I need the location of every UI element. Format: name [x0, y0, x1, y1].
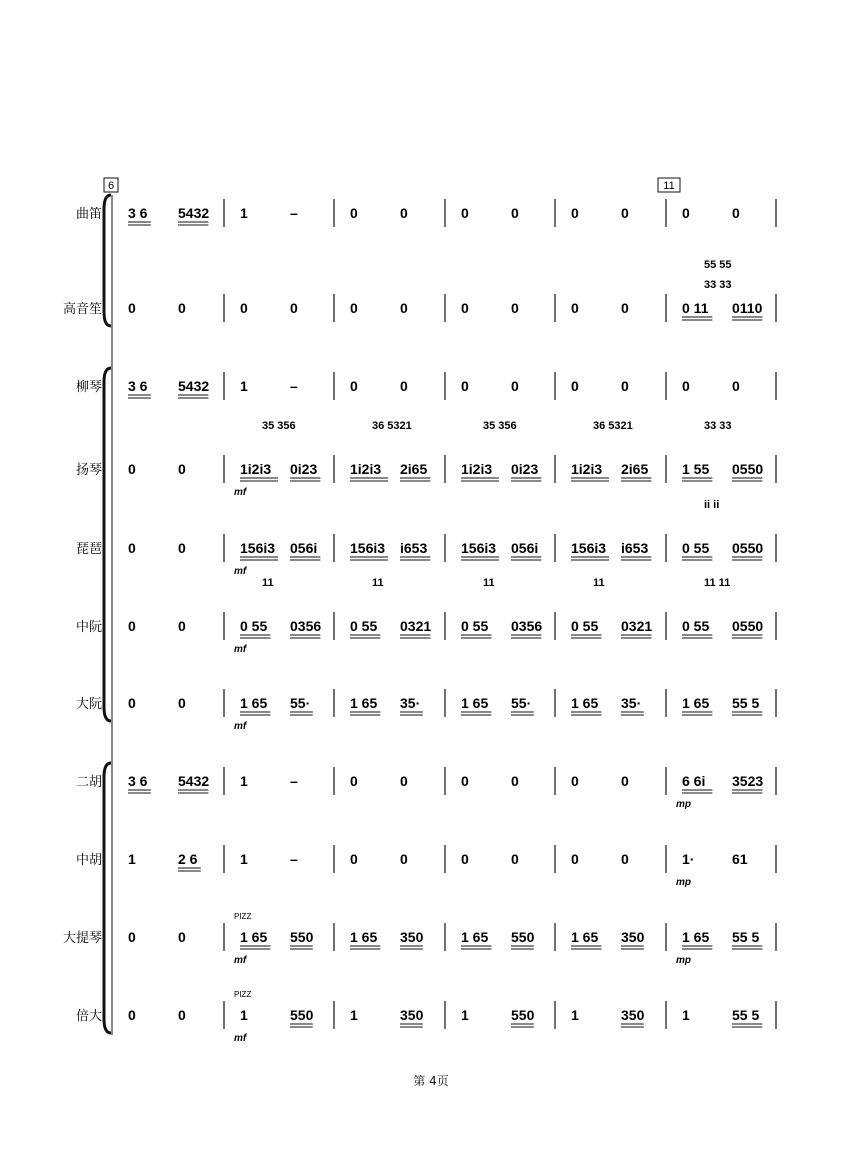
note-group: 3 6 — [128, 205, 148, 221]
note-group: 0 55 — [682, 540, 710, 556]
chord-stack: 11 — [483, 577, 495, 589]
measure — [128, 1007, 186, 1023]
measure — [682, 205, 740, 221]
measure — [571, 1007, 645, 1027]
dynamic-mark: mf — [234, 721, 247, 732]
note-group: 0 — [290, 300, 298, 316]
note-group: 0 — [350, 205, 358, 221]
measure — [571, 929, 645, 949]
note-group: 0550 — [732, 540, 764, 556]
note-group: 55 5 — [732, 695, 760, 711]
note-group: 0356 — [511, 618, 543, 634]
note-group: 1 — [461, 1007, 469, 1023]
note-group: 0 — [128, 618, 136, 634]
dynamic-mark: mf — [234, 487, 247, 498]
measure — [234, 577, 321, 655]
measure — [571, 695, 644, 715]
measure — [128, 618, 186, 634]
note-group: 0 — [461, 205, 469, 221]
dynamic-mark: mf — [234, 644, 247, 655]
chord-stack: 36 5321 — [593, 420, 633, 432]
measure — [682, 420, 763, 481]
measure — [571, 420, 651, 481]
measure — [461, 1007, 535, 1027]
note-group: 0 — [461, 300, 469, 316]
note-group: 0 11 — [682, 300, 709, 316]
measure — [128, 929, 186, 945]
note-group: 1 65 — [350, 929, 378, 945]
note-group: 0 — [400, 378, 408, 394]
measure — [461, 929, 535, 949]
note-group: 55 5 — [732, 929, 760, 945]
measure — [461, 205, 519, 221]
note-group: 0 — [571, 205, 579, 221]
note-group: 1 — [240, 378, 248, 394]
measure — [128, 205, 209, 225]
note-group: 1 65 — [682, 929, 710, 945]
note-group: 0 — [511, 300, 519, 316]
measure — [461, 420, 541, 481]
note-group: 1 — [350, 1007, 358, 1023]
note-group: 0 — [400, 205, 408, 221]
note-group: 1 — [128, 851, 136, 867]
note-group: 0 — [621, 205, 629, 221]
note-group: 0 — [461, 773, 469, 789]
note-group: 0 55 — [350, 618, 378, 634]
measure — [682, 499, 763, 560]
chord-stack: 33 33 — [704, 279, 732, 291]
note-group: 0 — [511, 773, 519, 789]
measure — [350, 1007, 424, 1027]
note-group: 35· — [621, 695, 642, 711]
dynamic-mark: mp — [676, 799, 691, 810]
note-group: 0 — [400, 773, 408, 789]
note-group: 0 — [571, 773, 579, 789]
measure — [350, 695, 423, 715]
instrument-name: 二胡 — [75, 774, 102, 789]
note-group: 0550 — [732, 618, 764, 634]
note-group: 550 — [511, 1007, 535, 1023]
note-group: 0 — [128, 1007, 136, 1023]
note-group: 1 65 — [461, 929, 489, 945]
note-group: 0i23 — [290, 461, 318, 477]
note-group: – — [290, 773, 298, 789]
rehearsal-label: 6 — [107, 180, 115, 192]
note-group: 1 65 — [240, 929, 268, 945]
note-group: 0 55 — [571, 618, 599, 634]
note-group: 0 — [461, 851, 469, 867]
note-group: 0 — [128, 300, 136, 316]
note-group: 2i65 — [621, 461, 649, 477]
instrument-name: 倍大 — [75, 1008, 102, 1023]
note-group: 1i2i3 — [240, 461, 272, 477]
note-group: 1i2i3 — [571, 461, 603, 477]
note-group: 1· — [682, 851, 695, 867]
measure — [234, 912, 314, 966]
measure — [682, 378, 740, 394]
note-group: 1 65 — [571, 929, 599, 945]
note-group: 1 — [240, 205, 248, 221]
note-group: 1 65 — [350, 695, 378, 711]
note-group: 1 — [682, 1007, 690, 1023]
measure — [461, 540, 541, 560]
note-group: 1 65 — [240, 695, 268, 711]
note-group: 350 — [400, 1007, 424, 1023]
note-group: 0 — [682, 378, 690, 394]
chord-stack: 35 356 — [483, 420, 517, 432]
measure — [350, 851, 408, 867]
instrument-names — [63, 206, 102, 1023]
group-bracket — [104, 195, 111, 326]
instrument-name: 大提琴 — [62, 930, 102, 945]
note-group: – — [290, 378, 298, 394]
note-group: 0 — [621, 300, 629, 316]
measure — [571, 773, 629, 789]
note-group: 0 — [178, 929, 186, 945]
measure — [461, 773, 519, 789]
measure — [234, 540, 320, 577]
note-group: 1 — [240, 773, 248, 789]
measure — [682, 695, 762, 715]
note-group: 0 — [178, 461, 186, 477]
note-group: i653 — [400, 540, 428, 556]
rehearsal-marks — [104, 178, 680, 192]
instrument-name: 曲笛 — [75, 206, 102, 221]
note-group: 61 — [732, 851, 748, 867]
chord-stack: 35 356 — [262, 420, 296, 432]
measure — [350, 378, 408, 394]
note-group: 55· — [290, 695, 311, 711]
note-group: 1 — [240, 1007, 248, 1023]
note-group: 5432 — [178, 378, 210, 394]
measure — [128, 773, 209, 793]
instrument-name: 中胡 — [75, 852, 102, 867]
measure — [240, 773, 298, 789]
measure — [350, 540, 430, 560]
measure — [461, 851, 519, 867]
note-group: 0 — [128, 929, 136, 945]
dynamic-mark: mf — [234, 1033, 247, 1044]
measure — [682, 1007, 762, 1027]
rehearsal-label: 11 — [663, 180, 675, 192]
note-group: 0356 — [290, 618, 322, 634]
note-group: 156i3 — [461, 540, 497, 556]
measure — [350, 300, 408, 316]
note-group: 5432 — [178, 773, 210, 789]
note-group: 0550 — [732, 461, 764, 477]
note-group: 0 — [571, 300, 579, 316]
note-group: 550 — [511, 929, 535, 945]
instrument-name: 高音笙 — [62, 301, 102, 316]
note-group: 0 — [461, 378, 469, 394]
measure — [234, 420, 320, 498]
measure — [571, 577, 652, 638]
chord-stack: 55 55 — [704, 259, 732, 271]
note-group: 0321 — [400, 618, 432, 634]
note-group: 1 65 — [461, 695, 489, 711]
note-group: – — [290, 851, 298, 867]
note-group: 3 6 — [128, 378, 148, 394]
instrument-name: 扬琴 — [75, 462, 102, 477]
note-group: 350 — [400, 929, 424, 945]
note-group: 0 — [178, 300, 186, 316]
note-group: 5432 — [178, 205, 210, 221]
note-group: 0321 — [621, 618, 653, 634]
note-group: 350 — [621, 929, 645, 945]
chord-stack: 11 11 — [704, 577, 731, 589]
measure — [571, 378, 629, 394]
note-group: 156i3 — [240, 540, 276, 556]
measure — [350, 577, 431, 638]
note-group: 350 — [621, 1007, 645, 1023]
note-group: 156i3 — [350, 540, 386, 556]
measure — [571, 851, 629, 867]
note-group: – — [290, 205, 298, 221]
note-group: 0 — [128, 461, 136, 477]
measure — [240, 851, 298, 867]
note-group: 0 — [178, 1007, 186, 1023]
articulation-text: PIZZ — [234, 990, 252, 999]
note-group: 2i65 — [400, 461, 428, 477]
note-group: 0 — [571, 851, 579, 867]
note-group: 0 55 — [461, 618, 489, 634]
note-group: 0 — [511, 205, 519, 221]
note-group: 0 — [350, 300, 358, 316]
note-group: 0 — [621, 773, 629, 789]
note-group: 1i2i3 — [350, 461, 382, 477]
measure — [571, 205, 629, 221]
note-group: 0 — [178, 695, 186, 711]
note-group: 0i23 — [511, 461, 539, 477]
note-group: 0 — [178, 540, 186, 556]
note-group: 0 — [732, 378, 740, 394]
dynamic-mark: mp — [676, 877, 691, 888]
note-group: 056i — [290, 540, 318, 556]
measure — [128, 695, 186, 711]
chord-stack: 11 — [262, 577, 274, 589]
measure — [234, 695, 313, 732]
measure — [240, 378, 298, 394]
note-group: 0 — [128, 540, 136, 556]
note-group: 056i — [511, 540, 539, 556]
measure — [128, 461, 186, 477]
note-group: 0 55 — [682, 618, 710, 634]
note-group: 0 — [511, 378, 519, 394]
note-group: 156i3 — [571, 540, 607, 556]
measure — [128, 540, 186, 556]
group-bracket — [104, 763, 111, 1033]
measure — [234, 990, 314, 1044]
chord-stack: 11 — [593, 577, 605, 589]
note-group: 0 — [128, 695, 136, 711]
measure — [350, 773, 408, 789]
note-group: 0 — [571, 378, 579, 394]
measure — [676, 773, 763, 810]
measure — [676, 851, 748, 888]
measure — [240, 205, 298, 221]
instrument-name: 柳琴 — [75, 379, 102, 394]
group-bracket — [104, 368, 111, 721]
measure — [128, 851, 201, 871]
measure — [461, 695, 534, 715]
instrument-name: 大阮 — [75, 696, 102, 711]
measure — [682, 259, 763, 320]
measure — [128, 378, 209, 398]
note-group: 55 5 — [732, 1007, 760, 1023]
measure — [571, 540, 651, 560]
measure — [461, 378, 519, 394]
note-group: 1 55 — [682, 461, 710, 477]
note-group: 0 — [400, 851, 408, 867]
note-group: 0 — [350, 378, 358, 394]
dynamic-mark: mp — [676, 955, 691, 966]
note-group: 1 65 — [571, 695, 599, 711]
note-group: 550 — [290, 1007, 314, 1023]
measure — [461, 577, 542, 638]
measure — [128, 300, 186, 316]
measure — [240, 300, 298, 316]
measure — [350, 205, 408, 221]
system-brackets — [104, 195, 112, 1035]
note-group: 550 — [290, 929, 314, 945]
note-group: 1i2i3 — [461, 461, 493, 477]
note-group: 0110 — [732, 300, 763, 316]
notation — [128, 205, 763, 1044]
note-group: 0 — [511, 851, 519, 867]
note-group: 0 — [178, 618, 186, 634]
note-group: 55· — [511, 695, 532, 711]
note-group: 3523 — [732, 773, 764, 789]
barlines — [224, 199, 776, 1029]
note-group: 3 6 — [128, 773, 148, 789]
measure — [676, 929, 762, 966]
chord-stack: 33 33 — [704, 420, 732, 432]
note-group: 35· — [400, 695, 421, 711]
measure — [350, 420, 430, 481]
chord-stack: 36 5321 — [372, 420, 412, 432]
note-group: 0 — [732, 205, 740, 221]
chord-stack: 11 — [372, 577, 384, 589]
note-group: 1 — [240, 851, 248, 867]
dynamic-mark: mf — [234, 566, 247, 577]
note-group: 0 — [682, 205, 690, 221]
note-group: 0 — [350, 773, 358, 789]
instrument-name: 中阮 — [75, 619, 102, 634]
measure — [350, 929, 424, 949]
note-group: 2 6 — [178, 851, 198, 867]
page-number: 第 4页 — [413, 1074, 449, 1088]
note-group: 0 — [240, 300, 248, 316]
dynamic-mark: mf — [234, 955, 247, 966]
note-group: 0 — [400, 300, 408, 316]
note-group: 1 — [571, 1007, 579, 1023]
note-group: 0 55 — [240, 618, 268, 634]
note-group: 0 — [621, 851, 629, 867]
chord-stack: ii ii — [704, 499, 720, 511]
note-group: 1 65 — [682, 695, 710, 711]
instrument-name: 琵琶 — [75, 541, 102, 556]
note-group: 0 — [621, 378, 629, 394]
articulation-text: PIZZ — [234, 912, 252, 921]
measure — [461, 300, 519, 316]
measure — [571, 300, 629, 316]
measure — [682, 577, 763, 638]
note-group: 6 6i — [682, 773, 706, 789]
note-group: i653 — [621, 540, 649, 556]
note-group: 0 — [350, 851, 358, 867]
